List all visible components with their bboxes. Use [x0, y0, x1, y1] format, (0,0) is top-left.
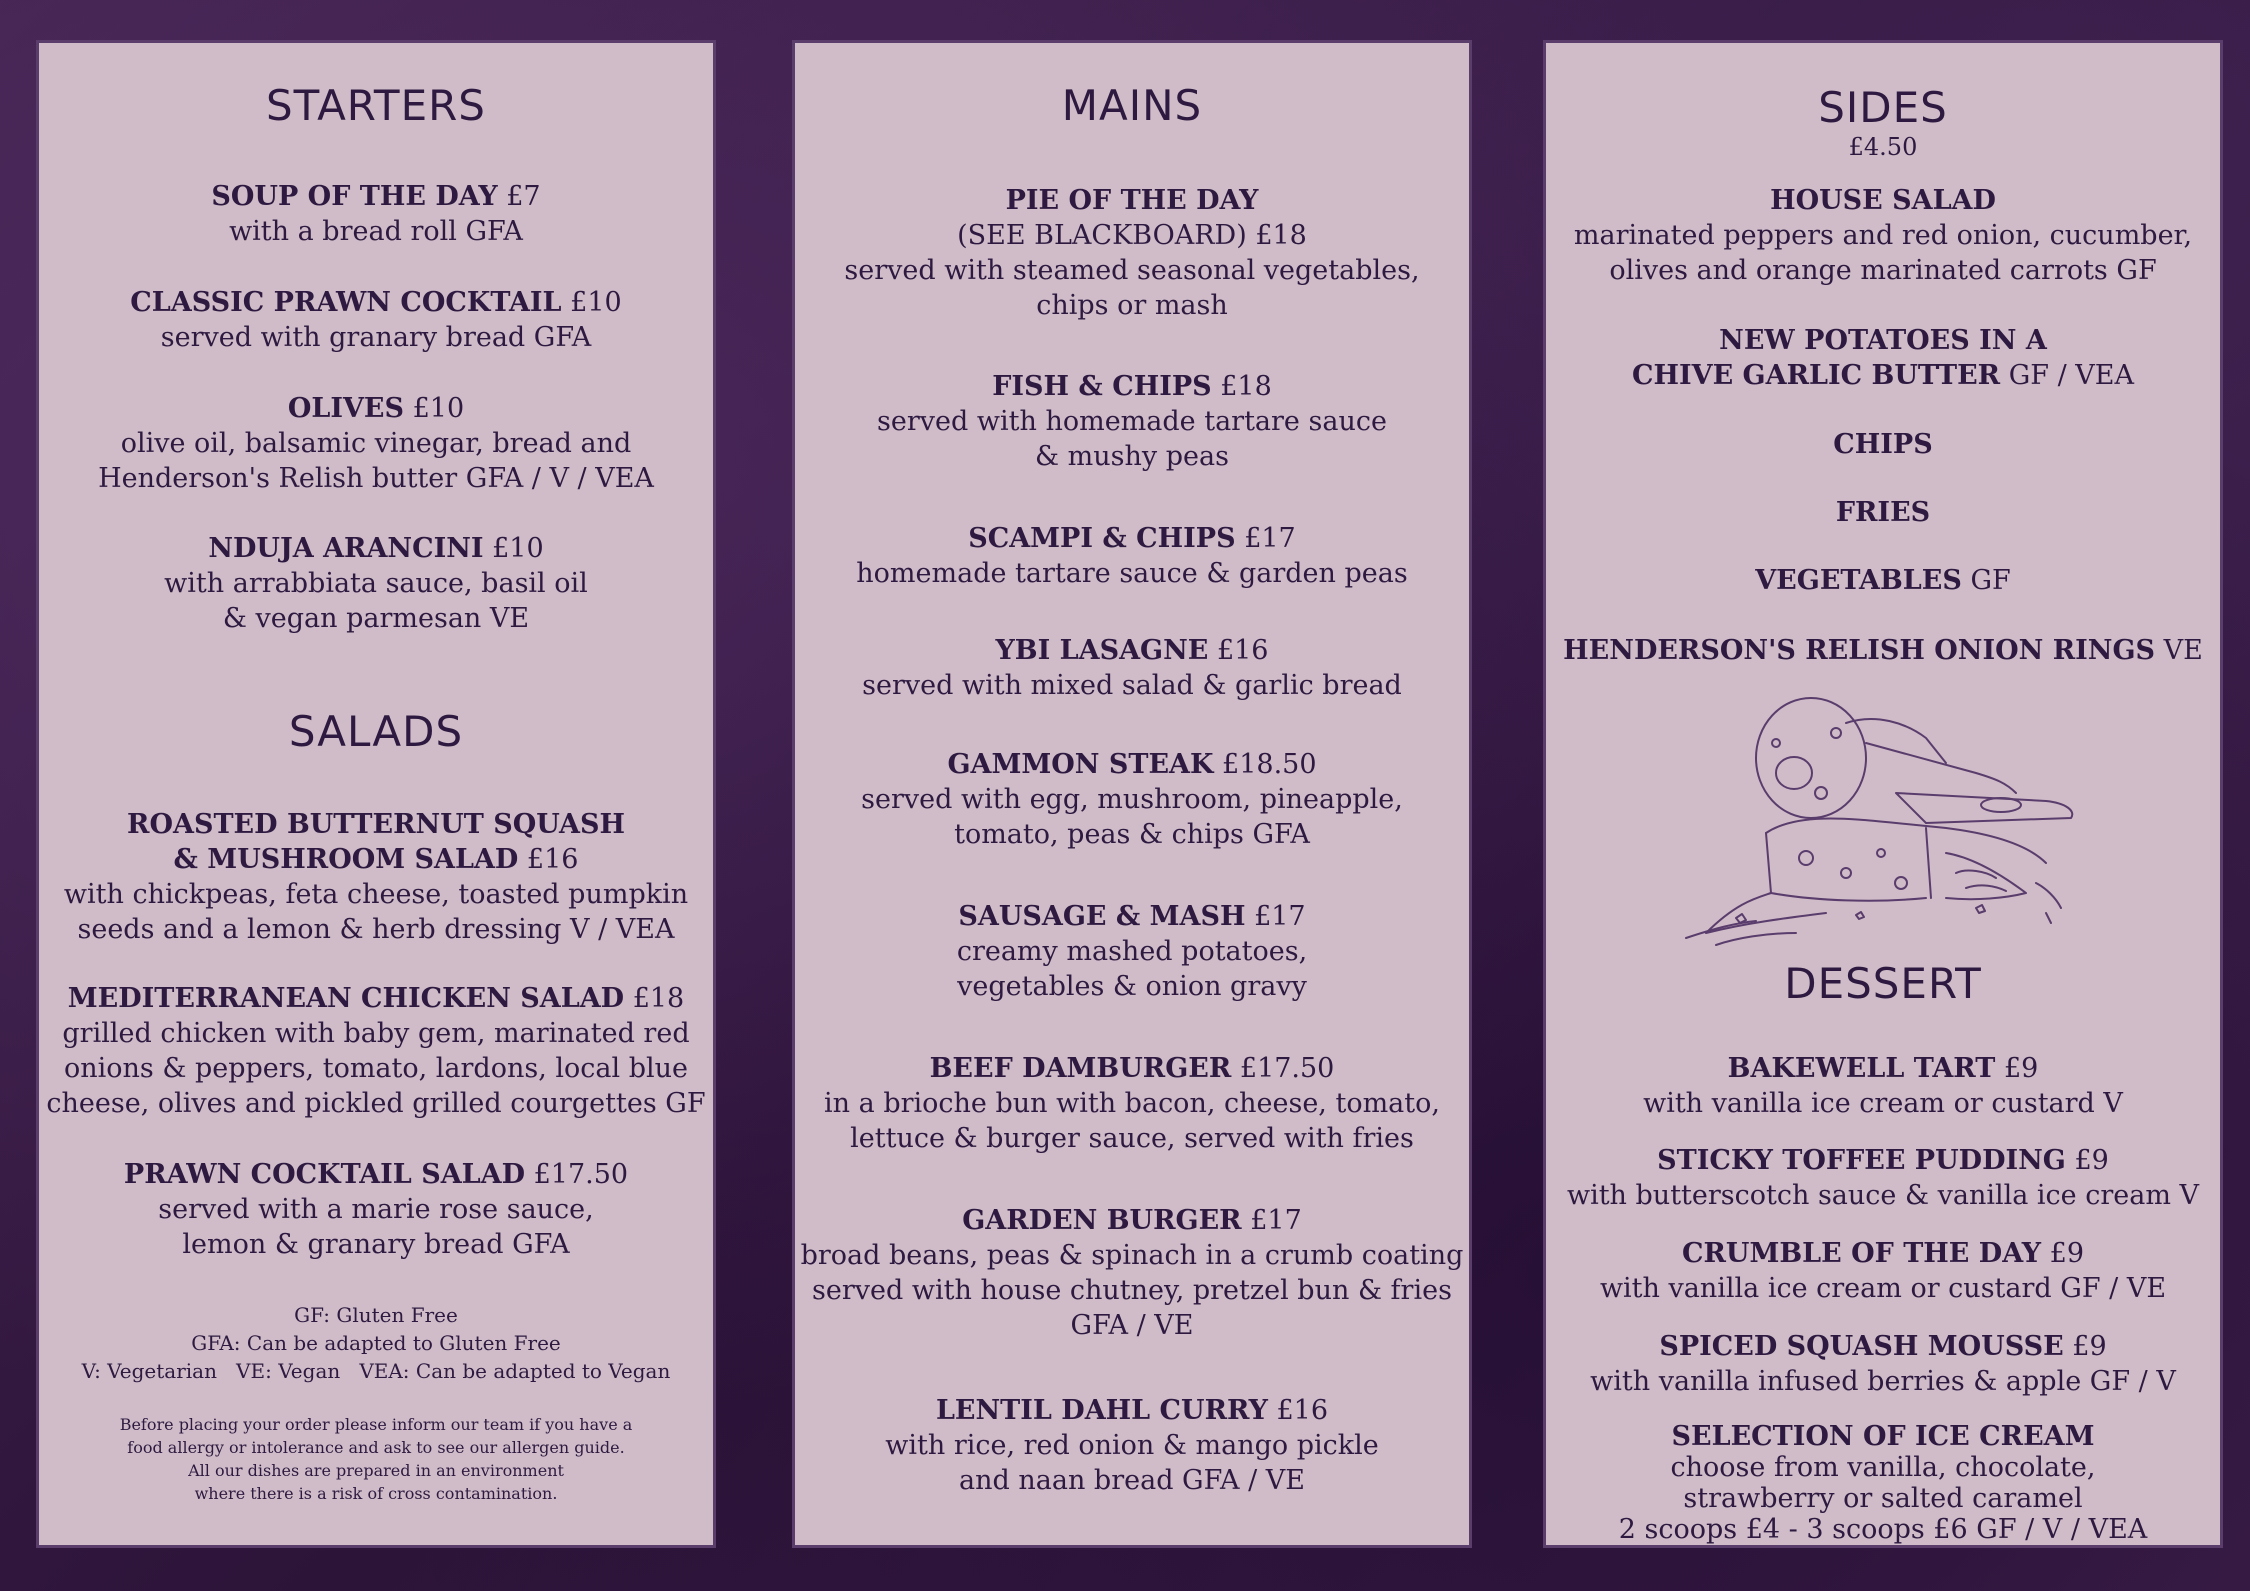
mains-heading: MAINS — [1061, 81, 1203, 130]
menu-item: GAMMON STEAK £18.50 served with egg, mushroom, pineapple, tomato, peas & chips GFA — [861, 749, 1403, 850]
salads-heading: SALADS — [288, 707, 464, 756]
sides-heading: SIDES — [1818, 83, 1948, 132]
allergen-note: Before placing your order please inform our team if you have a food allergy or intolerance and ask to see our allergen guide. All our dishes are prepared in an environment where there is a risk of cross contamination. — [119, 1415, 633, 1503]
menu-item: PRAWN COCKTAIL SALAD £17.50 served with a marie rose sauce, lemon & granary bread GFA — [123, 1159, 629, 1260]
menu-item: ROASTED BUTTERNUT SQUASH & MUSHROOM SALAD £16 with chickpeas, feta cheese, toasted pumpkin seeds and a lemon & herb dressing V / VEA — [63, 809, 689, 945]
menu-item: NEW POTATOES IN A CHIVE GARLIC BUTTER GF / VEA — [1632, 325, 2134, 391]
menu-item: SPICED SQUASH MOUSSE £9 with vanilla infused berries & apple GF / V — [1590, 1331, 2176, 1397]
menu-item: GARDEN BURGER £17 broad beans, peas & spinach in a crumb coating served with house chutney, pretzel bun & fries GFA / VE — [800, 1205, 1464, 1341]
menu-item: NDUJA ARANCINI £10 with arrabbiata sauce, basil oil & vegan parmesan VE — [164, 533, 588, 634]
menu-item: YBI LASAGNE £16 served with mixed salad & garlic bread — [862, 635, 1402, 701]
menu-item: FISH & CHIPS £18 served with homemade tartare sauce & mushy peas — [877, 371, 1387, 472]
starters-salads-panel — [36, 40, 716, 1548]
cheese-illustration-icon — [1646, 683, 2126, 963]
mains-panel — [792, 40, 1472, 1548]
menu-item: HOUSE SALAD marinated peppers and red onion, cucumber, olives and orange marinated carrots GF — [1573, 185, 2193, 286]
menu-item: HENDERSON'S RELISH ONION RINGS VE — [1563, 635, 2203, 666]
menu-item: MEDITERRANEAN CHICKEN SALAD £18 grilled chicken with baby gem, marinated red onions & peppers, tomato, lardons, local blue cheese, olives and pickled grilled courgettes GF — [46, 983, 706, 1119]
menu-item: FRIES — [1835, 497, 1931, 528]
sides-dessert-panel — [1543, 40, 2223, 1548]
menu-item: SCAMPI & CHIPS £17 homemade tartare sauce & garden peas — [856, 523, 1408, 589]
menu-item: CLASSIC PRAWN COCKTAIL £10 served with granary bread GFA — [130, 287, 622, 353]
menu-item: PIE OF THE DAY (SEE BLACKBOARD) £18 served with steamed seasonal vegetables, chips or mash — [844, 185, 1420, 321]
starters-heading: STARTERS — [266, 81, 486, 130]
menu-item: BEEF DAMBURGER £17.50 in a brioche bun with bacon, cheese, tomato, lettuce & burger sauce, served with fries — [824, 1053, 1440, 1154]
menu-item: CRUMBLE OF THE DAY £9 with vanilla ice cream or custard GF / VE — [1599, 1238, 2167, 1304]
menu-item: SOUP OF THE DAY £7 with a bread roll GFA — [211, 181, 541, 247]
menu-item: CHIPS — [1833, 429, 1933, 460]
menu-item: STICKY TOFFEE PUDDING £9 with butterscotch sauce & vanilla ice cream V — [1566, 1145, 2200, 1211]
menu-item: OLIVES £10 olive oil, balsamic vinegar, bread and Henderson's Relish butter GFA / V / VEA — [98, 393, 654, 494]
menu-item: SELECTION OF ICE CREAM choose from vanilla, chocolate, strawberry or salted caramel 2 scoops £4 - 3 scoops £6 GF / V / VEA — [1618, 1421, 2148, 1545]
dietary-legend: GF: Gluten Free GFA: Can be adapted to Gluten Free V: Vegetarian VE: Vegan VEA: Can be adapted to Vegan — [81, 1303, 671, 1383]
sides-price: £4.50 — [1848, 133, 1918, 161]
dessert-heading: DESSERT — [1784, 959, 1982, 1008]
menu-item: VEGETABLES GF — [1755, 565, 2011, 596]
menu-item: BAKEWELL TART £9 with vanilla ice cream or custard V — [1643, 1053, 2123, 1119]
menu-item: LENTIL DAHL CURRY £16 with rice, red onion & mango pickle and naan bread GFA / VE — [885, 1395, 1379, 1496]
menu-item: SAUSAGE & MASH £17 creamy mashed potatoes, vegetables & onion gravy — [956, 901, 1308, 1002]
